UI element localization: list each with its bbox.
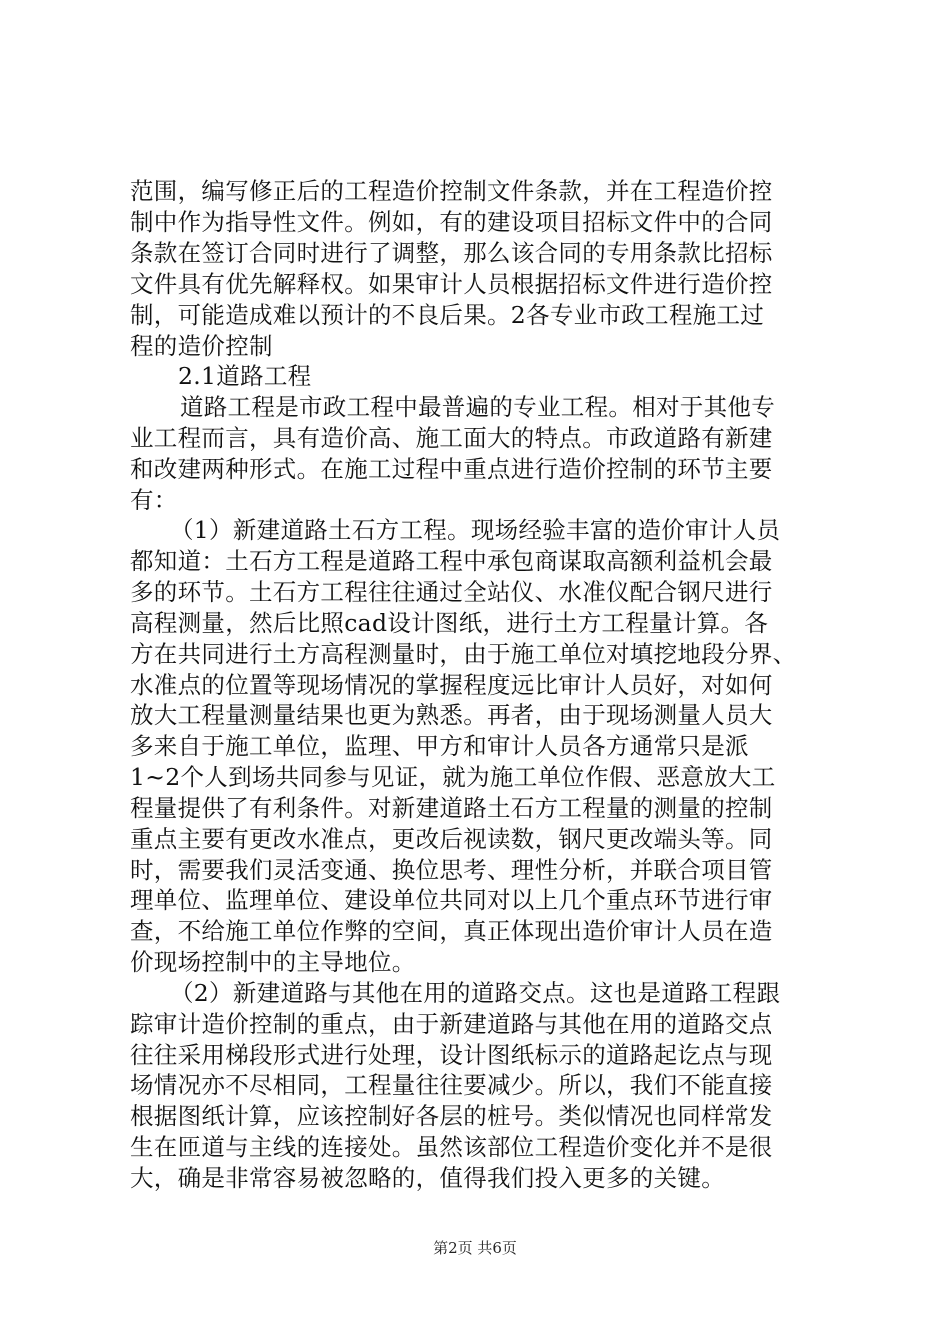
text-line: （2）新建道路与其他在用的道路交点。这也是道路工程跟: [170, 979, 781, 1007]
text-line: 根据图纸计算，应该控制好各层的桩号。类似情况也同样常发: [130, 1102, 773, 1130]
text-line: 业工程而言，具有造价高、施工面大的特点。市政道路有新建: [130, 424, 773, 452]
text-line: 踪审计造价控制的重点，由于新建道路与其他在用的道路交点: [130, 1010, 773, 1038]
text-line: 大，确是非常容易被忽略的，值得我们投入更多的关键。: [130, 1164, 725, 1192]
text-line: 放大工程量测量结果也更为熟悉。再者，由于现场测量人员大: [130, 701, 773, 729]
text-line: 水准点的位置等现场情况的掌握程度远比审计人员好，对如何: [130, 671, 773, 699]
text-line: 价现场控制中的主导地位。: [130, 948, 416, 976]
text-line: 理单位、监理单位、建设单位共同对以上几个重点环节进行审: [130, 886, 773, 914]
text-line: 生在匝道与主线的连接处。虽然该部位工程造价变化并不是很: [130, 1133, 773, 1161]
text-line: 制，可能造成难以预计的不良后果。2各专业市政工程施工过: [130, 301, 765, 329]
text-line: 都知道：土石方工程是道路工程中承包商谋取高额利益机会最: [130, 547, 773, 575]
text-line: 范围，编写修正后的工程造价控制文件条款，并在工程造价控: [130, 177, 773, 205]
text-line: 方在共同进行土方高程测量时，由于施工单位对填挖地段分界、: [130, 640, 797, 668]
text-line: 往往采用梯段形式进行处理，设计图纸标示的道路起讫点与现: [130, 1041, 773, 1069]
text-line: 制中作为指导性文件。例如，有的建设项目招标文件中的合同: [130, 208, 773, 236]
text-line: 1~2个人到场共同参与见证，就为施工单位作假、恶意放大工: [130, 763, 776, 791]
text-line: 场情况亦不尽相同，工程量往往要减少。所以，我们不能直接: [130, 1071, 773, 1099]
text-line: 文件具有优先解释权。如果审计人员根据招标文件进行造价控: [130, 270, 773, 298]
text-line: 重点主要有更改水准点，更改后视读数，钢尺更改端头等。同: [130, 825, 773, 853]
text-line: 查，不给施工单位作弊的空间，真正体现出造价审计人员在造: [130, 917, 773, 945]
text-line: 道路工程是市政工程中最普遍的专业工程。相对于其他专: [180, 393, 775, 421]
text-line: 多来自于施工单位，监理、甲方和审计人员各方通常只是派: [130, 732, 749, 760]
text-line: 有：: [130, 486, 178, 514]
section-heading: 2.1道路工程: [178, 362, 312, 390]
text-line: 时，需要我们灵活变通、换位思考、理性分析，并联合项目管: [130, 856, 773, 884]
text-line: 程的造价控制: [130, 332, 273, 360]
text-line: 多的环节。土石方工程往往通过全站仪、水准仪配合钢尺进行: [130, 578, 773, 606]
text-line: 高程测量，然后比照cad设计图纸，进行土方工程量计算。各: [130, 609, 769, 637]
text-line: 程量提供了有利条件。对新建道路土石方工程量的测量的控制: [130, 794, 773, 822]
page-number-footer: 第2页 共6页: [433, 1239, 517, 1257]
text-line: 和改建两种形式。在施工过程中重点进行造价控制的环节主要: [130, 455, 773, 483]
text-line: 条款在签订合同时进行了调整，那么该合同的专用条款比招标: [130, 239, 773, 267]
text-line: （1）新建道路土石方工程。现场经验丰富的造价审计人员: [170, 516, 781, 544]
